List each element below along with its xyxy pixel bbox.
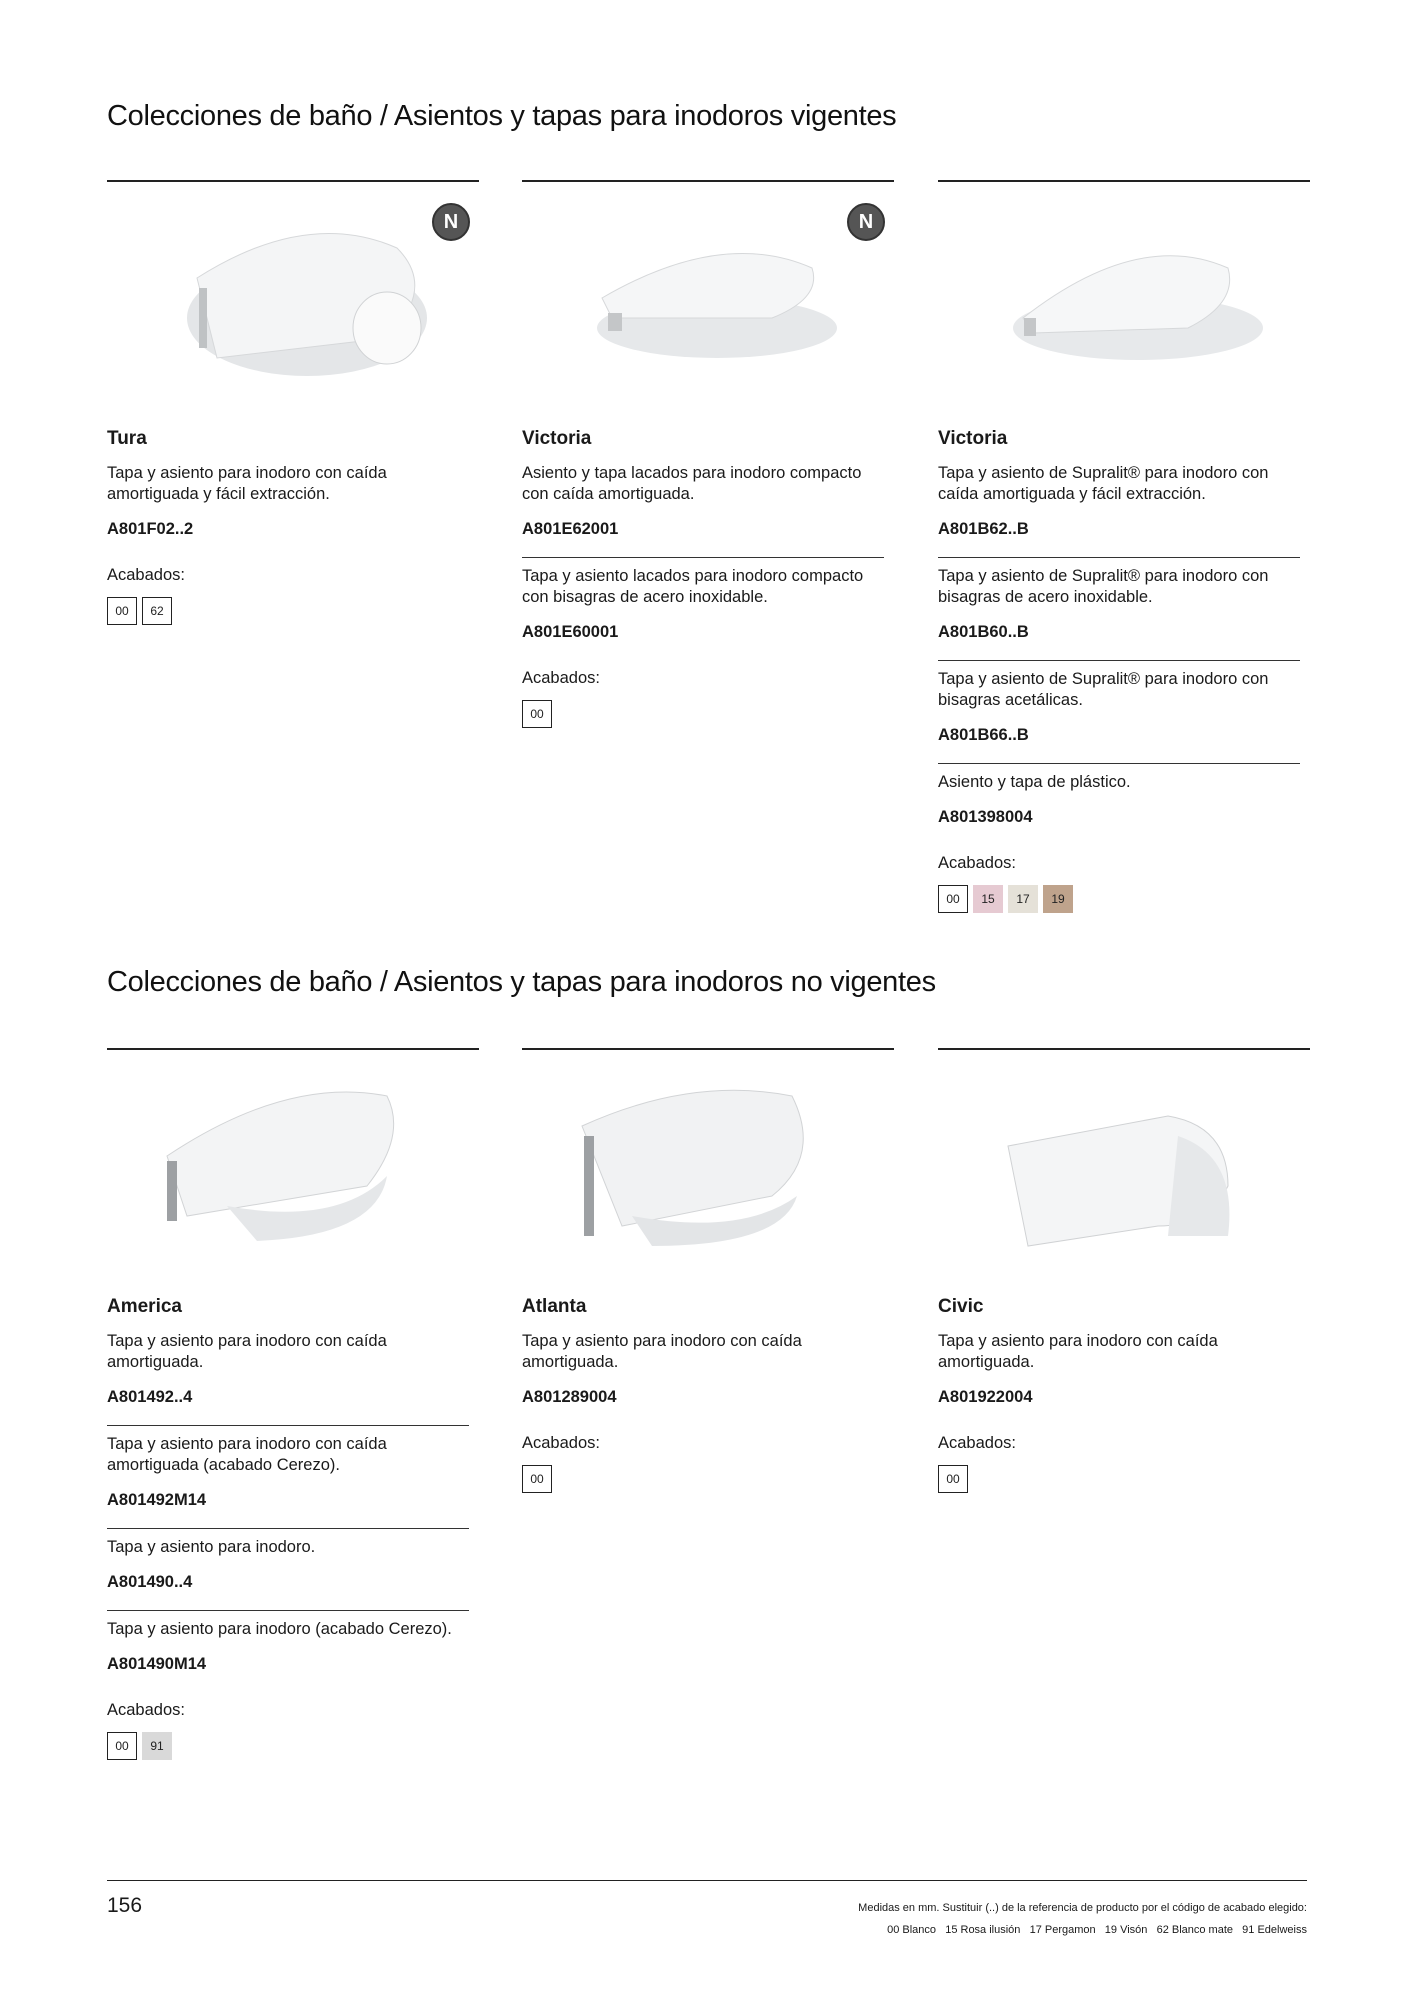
finish-swatch: 15 bbox=[973, 885, 1003, 913]
toilet-seat-illustration bbox=[522, 1056, 894, 1278]
variant-code: A801B62..B bbox=[938, 520, 1029, 538]
page-number: 156 bbox=[107, 1894, 143, 1917]
variant-code: A801E62001 bbox=[522, 520, 619, 538]
variant-description: Tapa y asiento para inodoro con caída amortiguada. bbox=[522, 1332, 802, 1371]
finishes-label: Acabados: bbox=[938, 854, 1016, 872]
variant-description: Tapa y asiento para inodoro. bbox=[107, 1538, 316, 1556]
variant-code: A801490..4 bbox=[107, 1573, 193, 1591]
finish-swatches bbox=[938, 885, 1310, 913]
variant-description: Asiento y tapa de plástico. bbox=[938, 773, 1131, 791]
product-variant bbox=[938, 763, 1300, 827]
product-card-america bbox=[107, 1048, 479, 1760]
variant-list bbox=[107, 463, 479, 539]
variant-description: Tapa y asiento para inodoro con caída amortiguada. bbox=[938, 1332, 1218, 1371]
toilet-seat-illustration bbox=[107, 188, 479, 410]
finish-swatches bbox=[107, 597, 479, 625]
variant-description: Tapa y asiento de Supralit® para inodoro con bisagras de acero inoxidable. bbox=[938, 567, 1269, 606]
product-image bbox=[938, 188, 1310, 410]
product-variant bbox=[938, 1331, 1300, 1407]
variant-description: Tapa y asiento lacados para inodoro compacto con bisagras de acero inoxidable. bbox=[522, 567, 864, 606]
finish-swatch: 62 bbox=[142, 597, 172, 625]
variant-code: A801492M14 bbox=[107, 1491, 207, 1509]
finish-swatch: 00 bbox=[938, 885, 968, 913]
variant-code: A801490M14 bbox=[107, 1655, 207, 1673]
finish-swatches bbox=[522, 1465, 894, 1493]
product-card-civic bbox=[938, 1048, 1310, 1493]
product-card-atlanta bbox=[522, 1048, 894, 1493]
finish-swatch: 00 bbox=[107, 597, 137, 625]
variant-list bbox=[107, 1331, 479, 1674]
product-variant bbox=[522, 557, 884, 642]
variant-code: A801B66..B bbox=[938, 726, 1029, 744]
finish-swatches bbox=[107, 1732, 479, 1760]
finishes-label: Acabados: bbox=[107, 1701, 185, 1719]
toilet-seat-illustration bbox=[938, 188, 1310, 410]
finishes-label: Acabados: bbox=[938, 1434, 1016, 1452]
variant-code: A801289004 bbox=[522, 1388, 617, 1406]
finish-swatch: 00 bbox=[522, 700, 552, 728]
finish-swatch: 91 bbox=[142, 1732, 172, 1760]
product-variant bbox=[107, 1425, 469, 1510]
variant-code: A801922004 bbox=[938, 1388, 1033, 1406]
variant-code: A801B60..B bbox=[938, 623, 1029, 641]
variant-list bbox=[938, 463, 1310, 827]
product-variant bbox=[107, 1610, 469, 1674]
finish-swatch: 17 bbox=[1008, 885, 1038, 913]
new-badge: N bbox=[847, 203, 885, 241]
column-divider bbox=[107, 1048, 479, 1050]
section-title-current: Colecciones de baño / Asientos y tapas para inodoros vigentes bbox=[107, 100, 897, 132]
finish-swatches bbox=[938, 1465, 1310, 1493]
variant-list bbox=[938, 1331, 1310, 1407]
footer-note-line-1: Medidas en mm. Sustituir (..) de la referencia de producto por el código de acabado elegido: bbox=[858, 1902, 1307, 1914]
product-card-tura bbox=[107, 180, 479, 625]
footer-divider bbox=[107, 1880, 1307, 1881]
column-divider bbox=[938, 180, 1310, 182]
product-card-victoria-compact bbox=[522, 180, 894, 728]
product-variant bbox=[107, 1528, 469, 1592]
variant-code: A801492..4 bbox=[107, 1388, 193, 1406]
finish-swatch: 00 bbox=[938, 1465, 968, 1493]
variant-description: Tapa y asiento para inodoro con caída amortiguada y fácil extracción. bbox=[107, 464, 387, 503]
toilet-seat-illustration bbox=[522, 188, 894, 410]
variant-description: Tapa y asiento para inodoro con caída amortiguada (acabado Cerezo). bbox=[107, 1435, 387, 1474]
product-name: Atlanta bbox=[522, 1296, 587, 1317]
product-image bbox=[938, 1056, 1310, 1278]
product-variant bbox=[522, 463, 884, 539]
product-name: Civic bbox=[938, 1296, 984, 1317]
product-image bbox=[107, 188, 479, 410]
product-variant bbox=[938, 557, 1300, 642]
footer-note bbox=[858, 1897, 1307, 1941]
toilet-seat-illustration bbox=[107, 1056, 479, 1278]
product-variant bbox=[938, 463, 1300, 539]
variant-code: A801F02..2 bbox=[107, 520, 194, 538]
column-divider bbox=[522, 180, 894, 182]
finish-swatch: 00 bbox=[522, 1465, 552, 1493]
toilet-seat-illustration bbox=[938, 1056, 1310, 1278]
variant-list bbox=[522, 1331, 894, 1407]
product-name: Victoria bbox=[938, 428, 1008, 449]
product-variant bbox=[107, 463, 469, 539]
product-image bbox=[522, 1056, 894, 1278]
column-divider bbox=[938, 1048, 1310, 1050]
finishes-label: Acabados: bbox=[522, 1434, 600, 1452]
product-card-victoria-supralit bbox=[938, 180, 1310, 913]
product-variant bbox=[938, 660, 1300, 745]
variant-list bbox=[522, 463, 894, 642]
column-divider bbox=[522, 1048, 894, 1050]
footer-note-line-2: 00 Blanco 15 Rosa ilusión 17 Pergamon 19 Visón 62 Blanco mate 91 Edelweiss bbox=[887, 1924, 1307, 1936]
product-variant bbox=[107, 1331, 469, 1407]
variant-description: Tapa y asiento de Supralit® para inodoro con bisagras acetálicas. bbox=[938, 670, 1269, 709]
product-image bbox=[107, 1056, 479, 1278]
finishes-label: Acabados: bbox=[522, 669, 600, 687]
new-badge: N bbox=[432, 203, 470, 241]
variant-code: A801E60001 bbox=[522, 623, 619, 641]
product-image bbox=[522, 188, 894, 410]
product-name: Victoria bbox=[522, 428, 592, 449]
finishes-label: Acabados: bbox=[107, 566, 185, 584]
product-variant bbox=[522, 1331, 884, 1407]
variant-code: A801398004 bbox=[938, 808, 1033, 826]
product-name: Tura bbox=[107, 428, 147, 449]
variant-description: Asiento y tapa lacados para inodoro compacto con caída amortiguada. bbox=[522, 464, 862, 503]
finish-swatch: 19 bbox=[1043, 885, 1073, 913]
product-name: America bbox=[107, 1296, 182, 1317]
section-title-discontinued: Colecciones de baño / Asientos y tapas para inodoros no vigentes bbox=[107, 966, 936, 998]
variant-description: Tapa y asiento para inodoro (acabado Cerezo). bbox=[107, 1620, 452, 1638]
finish-swatches bbox=[522, 700, 894, 728]
finish-swatch: 00 bbox=[107, 1732, 137, 1760]
variant-description: Tapa y asiento para inodoro con caída amortiguada. bbox=[107, 1332, 387, 1371]
variant-description: Tapa y asiento de Supralit® para inodoro con caída amortiguada y fácil extracción. bbox=[938, 464, 1269, 503]
column-divider bbox=[107, 180, 479, 182]
